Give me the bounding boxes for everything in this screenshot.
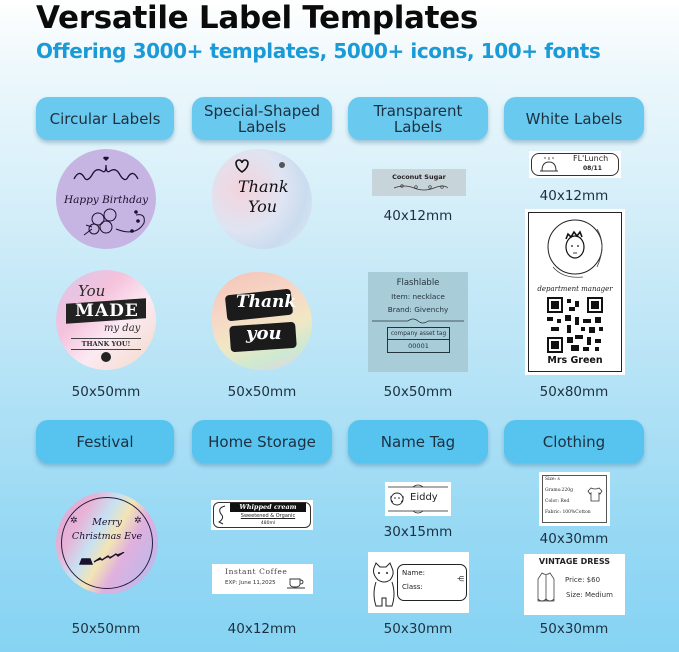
label-text: Mrs Green	[547, 355, 603, 366]
category-button-festival[interactable]	[36, 420, 174, 463]
label-sample-you-made-my-day[interactable]	[56, 270, 156, 370]
label-sample-thank-you-ribbon[interactable]	[212, 272, 312, 370]
dress-icon	[536, 571, 556, 605]
category-label: Clothing	[542, 432, 606, 451]
qr-code-icon	[547, 297, 603, 353]
size-label: 30x15mm	[383, 524, 453, 540]
label-text: Merry	[92, 517, 122, 528]
label-sample-merry-christmas[interactable]	[56, 492, 158, 594]
label-text: You	[78, 282, 106, 300]
size-label: 50x30mm	[383, 621, 453, 637]
label-sample-flashlable[interactable]	[368, 272, 468, 372]
label-sample-clothing-size[interactable]	[539, 472, 610, 526]
label-text: 480ml	[260, 521, 276, 526]
label-text: Christmas Eve	[71, 531, 143, 542]
category-button-circular-labels[interactable]	[36, 97, 174, 140]
asset-tag-box	[387, 327, 450, 353]
size-label: 40x12mm	[227, 621, 297, 637]
tshirt-icon	[587, 486, 603, 502]
label-text: Brand: Givenchy	[387, 305, 449, 314]
label-text: Class:	[402, 583, 423, 591]
flower-icon	[101, 352, 111, 362]
dog-face-icon	[389, 491, 405, 507]
coffee-cup-icon	[286, 576, 306, 590]
page-subtitle: Offering 3000+ templates, 5000+ icons, 100+ fonts	[36, 39, 601, 63]
size-label: 50x80mm	[539, 384, 609, 400]
category-label: Circular Labels	[49, 109, 161, 128]
label-text: 00001	[408, 342, 429, 350]
label-text: Item: necklace	[391, 292, 445, 301]
label-text: Thank	[236, 292, 297, 312]
category-button-home-storage[interactable]	[192, 420, 332, 463]
label-text: THANK YOU!	[71, 338, 141, 350]
size-label: 40x12mm	[383, 208, 453, 224]
category-button-white-labels[interactable]	[504, 97, 644, 140]
category-button-clothing[interactable]	[504, 420, 644, 463]
category-label: Home Storage	[208, 432, 316, 451]
label-text: Grams:220g	[545, 488, 573, 493]
size-label: 50x50mm	[71, 621, 141, 637]
label-text: you	[246, 323, 282, 344]
service-bell-icon	[537, 155, 561, 175]
size-label: 40x30mm	[539, 531, 609, 547]
label-text: Happy Birthday	[63, 194, 149, 206]
label-text: Eiddy	[410, 492, 438, 503]
ornament-divider-icon	[368, 316, 468, 326]
label-sample-whipped-cream[interactable]	[211, 500, 313, 530]
circle-border	[61, 497, 153, 589]
label-sample-vintage-dress[interactable]	[524, 554, 625, 615]
label-text: Price: $60	[565, 576, 601, 584]
label-text: Whipped cream	[230, 503, 306, 512]
category-label: Festival	[76, 432, 134, 451]
label-text: MADE	[75, 301, 139, 321]
label-text: Thank	[238, 177, 289, 196]
label-text: FL'Lunch	[573, 154, 609, 163]
label-text: Color: Red	[545, 499, 570, 504]
label-sample-department-manager[interactable]	[525, 209, 625, 375]
snowflake-icon: ✲	[70, 516, 78, 526]
category-button-transparent-labels[interactable]	[348, 97, 488, 140]
label-text: department manager	[537, 285, 613, 293]
label-text: my day	[104, 323, 141, 334]
label-sample-fl-lunch[interactable]	[529, 151, 621, 178]
label-text: You	[248, 197, 278, 216]
category-label: Transparent Labels	[373, 101, 463, 136]
label-text: EXP: June 11,2025	[225, 580, 276, 586]
label-text: VINTAGE DRESS	[538, 557, 611, 566]
size-label: 50x30mm	[539, 621, 609, 637]
cat-icon	[370, 562, 396, 610]
cream-swirl-icon	[215, 504, 229, 526]
label-text: Instant Coffee	[225, 567, 288, 576]
page-title: Versatile Label Templates	[36, 0, 479, 36]
label-sample-eiddy[interactable]	[385, 482, 451, 516]
label-text: 08/11	[583, 165, 602, 172]
category-button-name-tag[interactable]	[348, 420, 488, 463]
label-text: Coconut Sugar	[392, 173, 446, 181]
size-label: 50x50mm	[383, 384, 453, 400]
label-sample-coconut-sugar[interactable]	[372, 169, 466, 196]
label-text: Fabric: 100%Cotton	[545, 510, 591, 515]
category-label: Special-Shaped Labels	[204, 101, 320, 136]
label-sample-happy-birthday[interactable]	[56, 149, 156, 249]
size-label: 50x50mm	[71, 384, 141, 400]
label-text: Flashlable	[396, 278, 440, 288]
category-label: Name Tag	[380, 432, 456, 451]
label-text: Sweetened & Organic	[240, 513, 296, 519]
category-label: White Labels	[525, 109, 623, 128]
label-sample-instant-coffee[interactable]	[212, 564, 313, 594]
vine-icon	[372, 169, 466, 196]
label-text: Name:	[402, 569, 426, 577]
label-sample-thank-you-watercolor[interactable]	[212, 149, 312, 249]
label-text: Size: Medium	[566, 591, 613, 599]
snowflake-icon: ✲	[134, 516, 142, 526]
category-button-special-shaped-labels[interactable]	[192, 97, 332, 140]
label-text: company asset tag	[388, 328, 449, 340]
sleigh-reindeer-icon	[78, 552, 138, 568]
size-label: 40x12mm	[539, 188, 609, 204]
label-sample-name-class[interactable]	[368, 552, 469, 613]
fish-icon: ⋲	[457, 575, 464, 583]
portrait-wreath-icon	[525, 215, 625, 285]
size-label: 50x50mm	[227, 384, 297, 400]
label-text: Size: s	[545, 477, 560, 482]
